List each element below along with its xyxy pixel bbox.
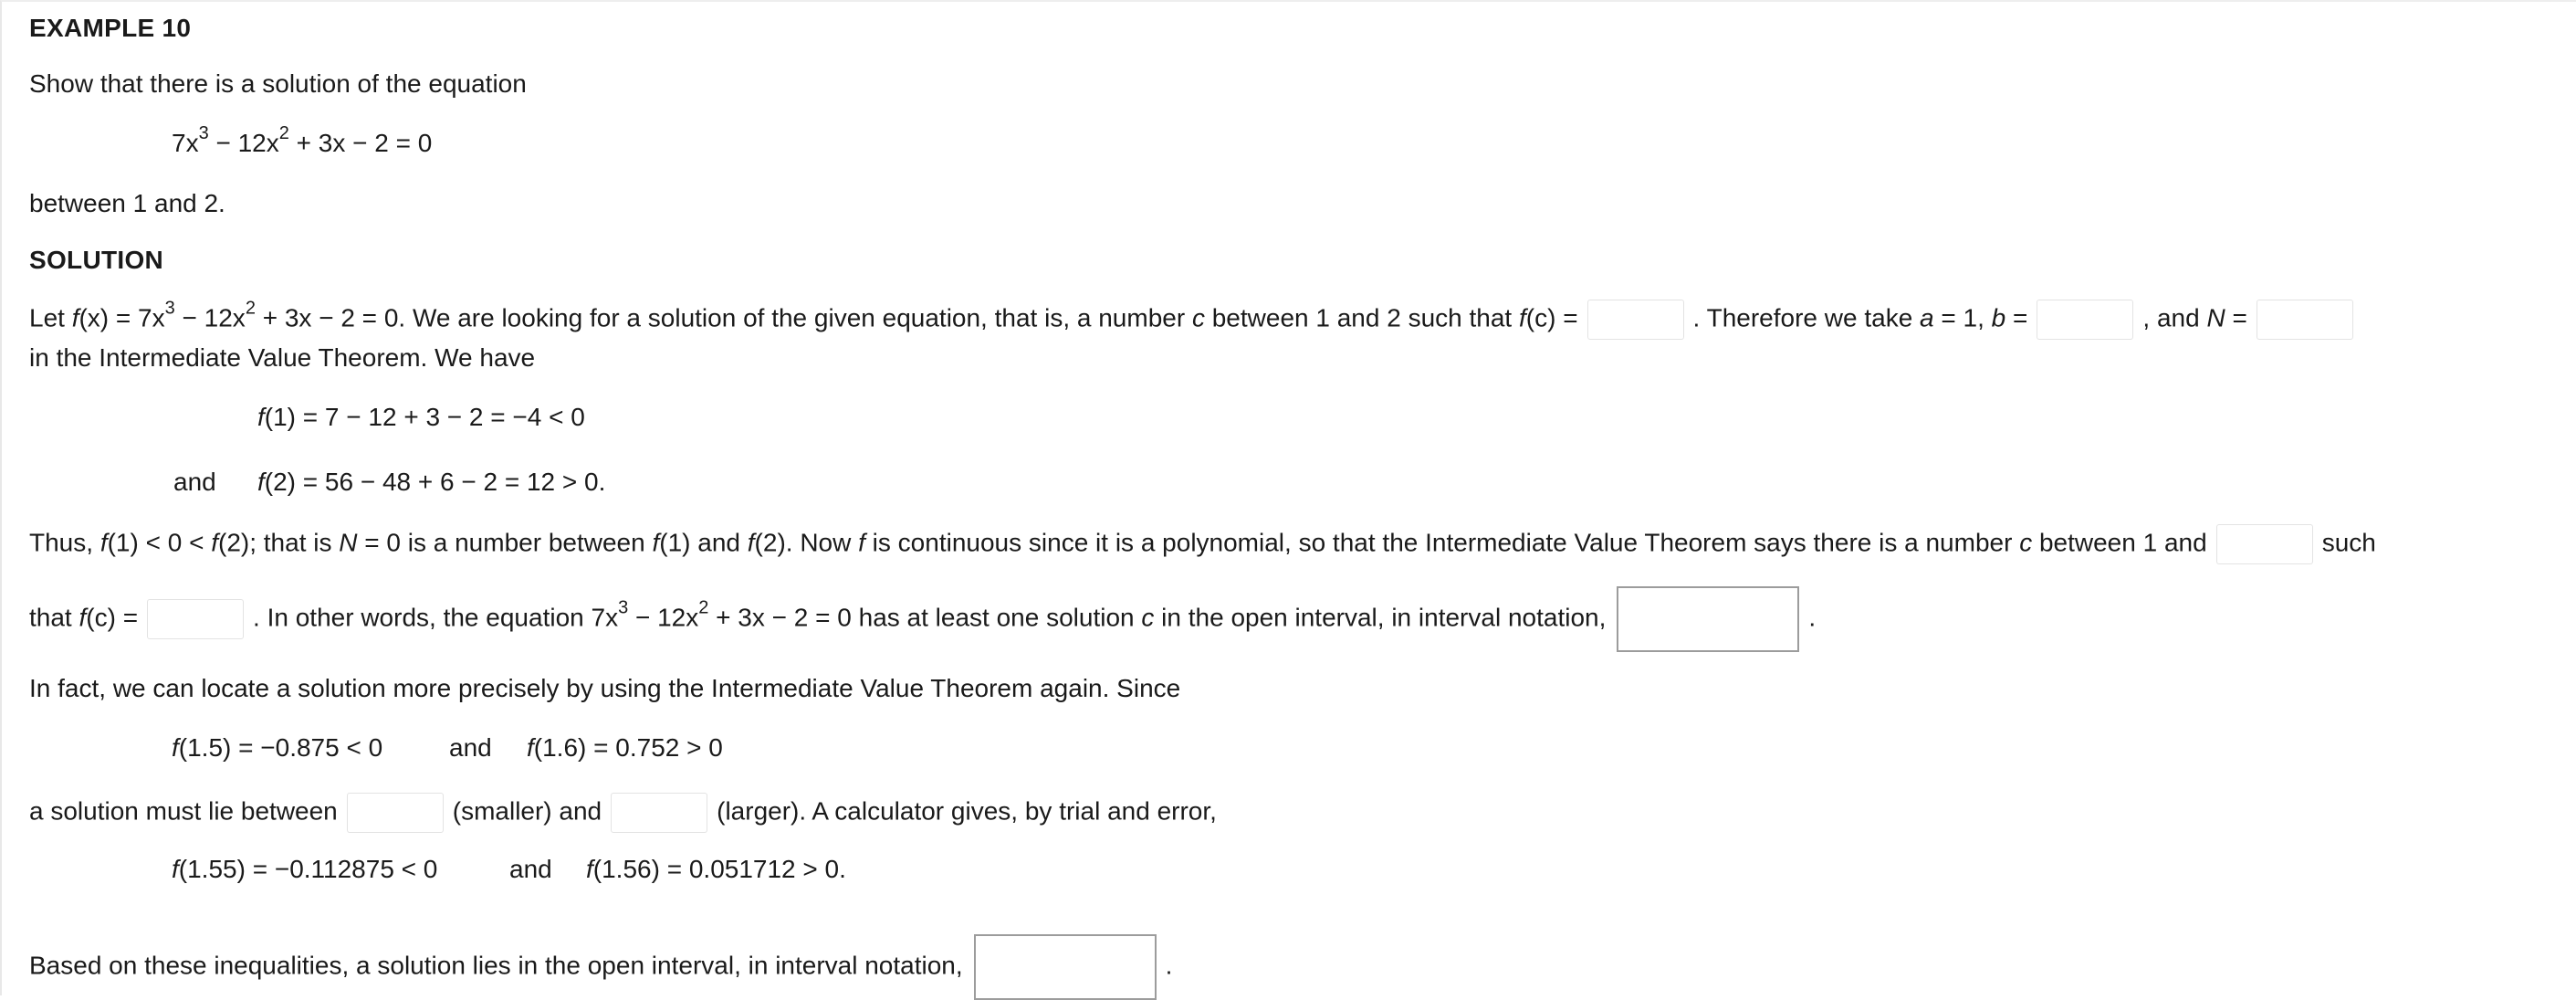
- solution-paragraph-line1: Let $f(x) = 7x^3 - 12x^2 + 3x - 2 = 0$. We are looking for a solution of the given equation, that is, a number c between 1 and 2 such that f(c) = . Therefore we take a = 1, b = , and N =: [29, 300, 2362, 340]
- f155-inequality: f(1.55) = −0.112875 < 0: [172, 855, 438, 883]
- intro-text: Show that there is a solution of the equation: [29, 69, 527, 98]
- interval-answer-box-1[interactable]: [1617, 586, 1799, 652]
- and-label: and: [173, 468, 216, 496]
- f1-evaluation: f(1) = 7 − 12 + 3 − 2 = −4 < 0: [257, 403, 585, 431]
- solution-title: SOLUTION: [29, 246, 164, 274]
- f2-evaluation: f(2) = 56 − 48 + 6 − 2 = 12 > 0.: [257, 468, 606, 496]
- n-value-input[interactable]: [2257, 300, 2353, 340]
- solution-paragraph-line2: in the Intermediate Value Theorem. We have: [29, 343, 536, 372]
- ineq2-and: and: [509, 855, 552, 883]
- fc-zero-input[interactable]: [147, 599, 244, 639]
- smaller-bound-input[interactable]: [347, 793, 444, 833]
- f15-inequality: f(1.5) = −0.875 < 0: [172, 733, 383, 762]
- larger-bound-input[interactable]: [611, 793, 707, 833]
- b-value-input[interactable]: [2037, 300, 2133, 340]
- f16-inequality: f(1.6) = 0.752 > 0: [527, 733, 723, 762]
- example-title: EXAMPLE 10: [29, 14, 192, 42]
- interval-answer-box-2[interactable]: [974, 934, 1157, 1000]
- that-line: that f(c) = . In other words, the equation $7x^3 - 12x^2 + 3x - 2 = 0$ has at least one solution c in the open interval, in interval notation, .: [29, 586, 1816, 652]
- infact-text: In fact, we can locate a solution more precisely by using the Intermediate Value Theorem again. Since: [29, 674, 1181, 702]
- main-equation: $7x^3 - 12x^2 + 3x - 2 = 0$: [172, 123, 433, 157]
- thus-line: Thus, f(1) < 0 < f(2); that is N = 0 is a number between f(1) and f(2). Now f is continuous since it is a polynomial, so that the Intermediate Value Theorem says there is a number c between 1 and such: [29, 524, 2376, 564]
- must-lie-line: a solution must lie between (smaller) and (larger). A calculator gives, by trial and error,: [29, 793, 1217, 833]
- ineq1-and: and: [449, 733, 492, 762]
- based-line: Based on these inequalities, a solution lies in the open interval, in interval notation, .: [29, 934, 1172, 1000]
- f156-inequality: f(1.56) = 0.051712 > 0.: [586, 855, 846, 883]
- between-text: between 1 and 2.: [29, 189, 225, 217]
- fc-value-input[interactable]: [1587, 300, 1684, 340]
- upper-bound-input[interactable]: [2216, 524, 2313, 564]
